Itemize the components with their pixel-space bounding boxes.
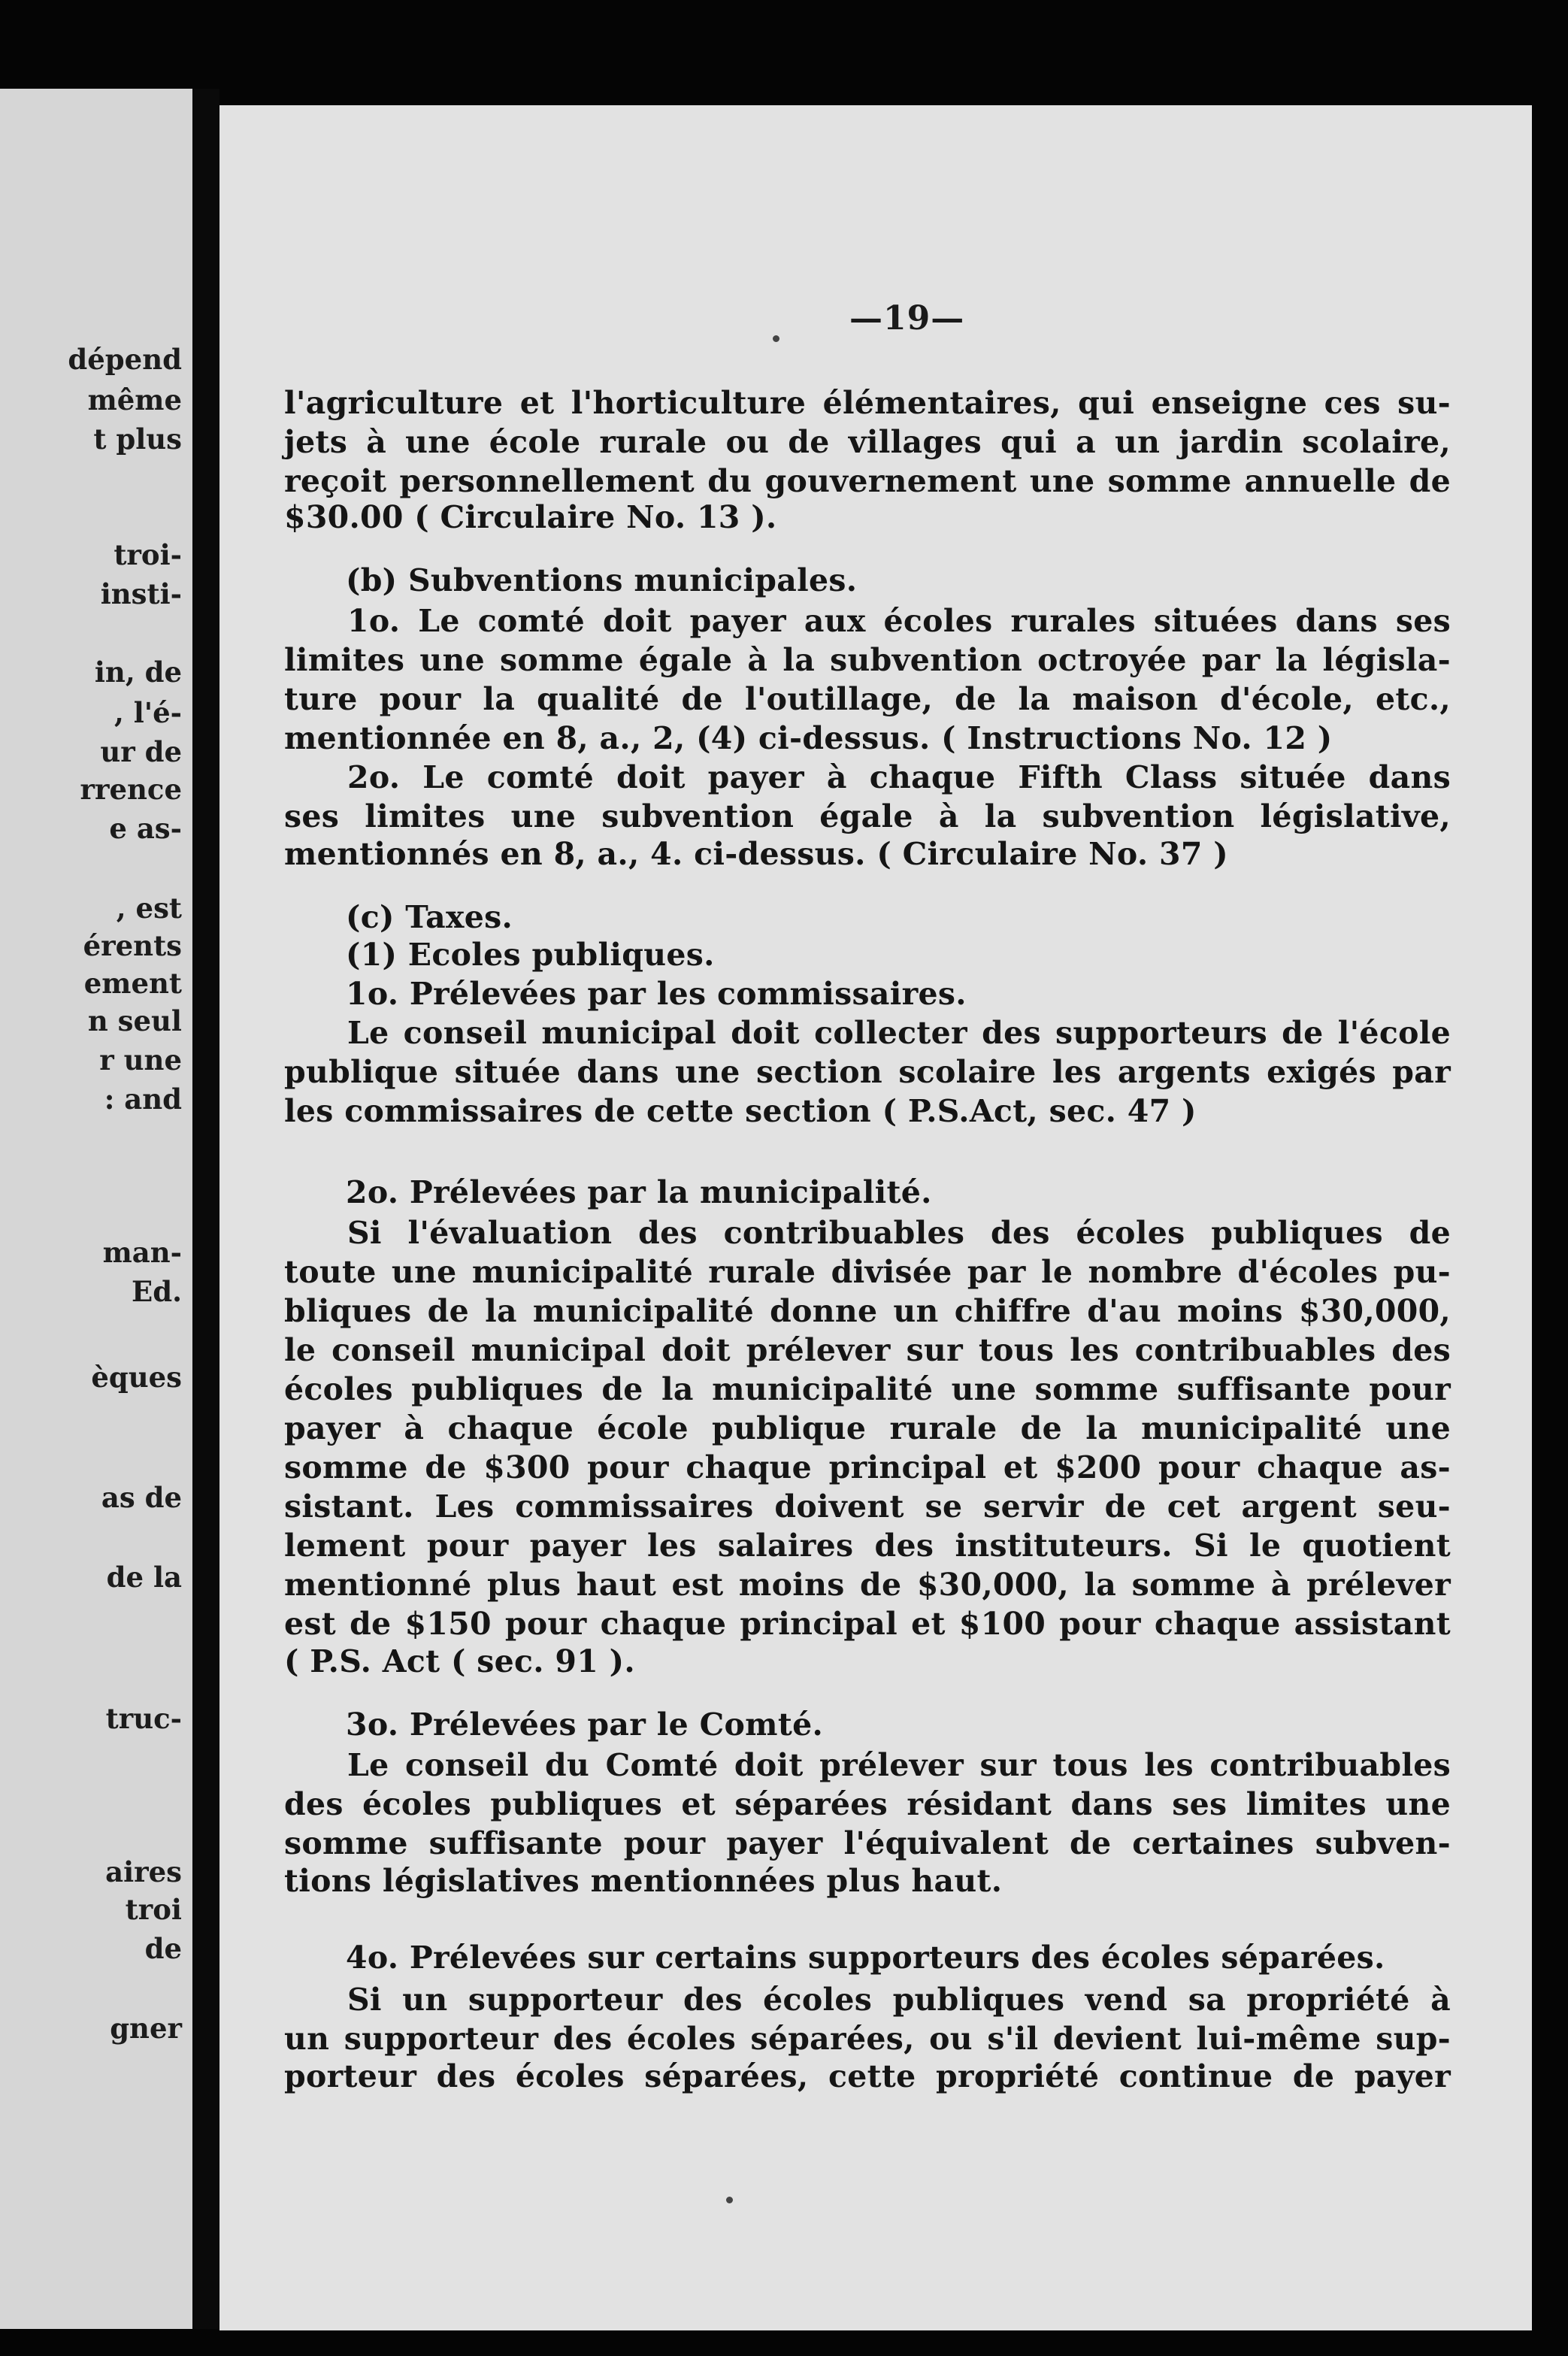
margin-fragment: n seul — [87, 1004, 182, 1037]
margin-fragment: troi — [125, 1893, 182, 1926]
text-line: mentionné plus haut est moins de $30,000, la somme à prélever — [284, 1567, 1451, 1603]
text-line: sistant. Les commissaires doivent se servir de cet argent seu- — [284, 1488, 1451, 1525]
text-line: porteur des écoles séparées, cette propriété continue de payer — [284, 2058, 1451, 2094]
subsection-heading: 1o. Prélevées par les commissaires. — [346, 976, 967, 1012]
margin-fragment: in, de — [94, 656, 182, 689]
section-heading: (1) Ecoles publiques. — [346, 937, 715, 973]
text-line: lement pour payer les salaires des instituteurs. Si le quotient — [284, 1528, 1451, 1564]
text-line: ture pour la qualité de l'outillage, de la maison d'école, etc., — [284, 681, 1451, 717]
text-line: tions législatives mentionnées plus haut. — [284, 1863, 1003, 1899]
margin-fragment: as de — [101, 1481, 182, 1514]
text-line: Si un supporteur des écoles publiques vend sa propriété à — [347, 1982, 1451, 2018]
text-line: des écoles publiques et séparées résidant dans ses limites une — [284, 1786, 1451, 1822]
text-line: 1o. Le comté doit payer aux écoles rurales situées dans ses — [347, 603, 1451, 639]
subsection-heading: 4o. Prélevées sur certains supporteurs des écoles séparées. — [346, 1940, 1385, 1976]
text-line: ses limites une subvention égale à la subvention législative, — [284, 798, 1451, 834]
margin-fragment: man- — [102, 1236, 182, 1269]
text-line: jets à une école rurale ou de villages qui a un jardin scolaire, — [284, 424, 1451, 460]
text-line: ( P.S. Act ( sec. 91 ). — [284, 1643, 635, 1679]
margin-fragment: èques — [91, 1361, 182, 1394]
text-line: somme suffisante pour payer l'équivalent de certaines subven- — [284, 1825, 1451, 1861]
ink-speck — [726, 2197, 733, 2203]
margin-fragment: dépend — [68, 343, 182, 376]
text-line: limites une somme égale à la subvention octroyée par la législa- — [284, 642, 1451, 678]
text-line: reçoit personnellement du gouvernement une somme annuelle de — [284, 463, 1451, 499]
margin-fragment: de — [144, 1932, 182, 1965]
margin-fragment: gner — [110, 2012, 182, 2045]
margin-fragment: , l'é- — [114, 696, 182, 729]
margin-fragment: troi- — [114, 538, 182, 571]
subsection-heading: 3o. Prélevées par le Comté. — [346, 1706, 824, 1743]
margin-fragment: , est — [116, 892, 182, 925]
text-line: $30.00 ( Circulaire No. 13 ). — [284, 499, 777, 535]
section-heading: (c) Taxes. — [346, 899, 513, 935]
text-line: toute une municipalité rurale divisée par le nombre d'écoles pu- — [284, 1254, 1451, 1290]
margin-fragment: même — [87, 383, 182, 416]
text-line: le conseil municipal doit prélever sur tous les contribuables des — [284, 1332, 1451, 1368]
margin-fragment: : and — [104, 1083, 182, 1116]
text-line: bliques de la municipalité donne un chiffre d'au moins $30,000, — [284, 1293, 1451, 1329]
subsection-heading: 2o. Prélevées par la municipalité. — [346, 1174, 932, 1210]
margin-fragment: Ed. — [132, 1275, 182, 1308]
page-number: —19— — [849, 299, 965, 338]
text-line: l'agriculture et l'horticulture élémentaires, qui enseigne ces su- — [284, 385, 1451, 421]
margin-fragment: insti- — [100, 577, 182, 610]
margin-fragment: t plus — [93, 422, 182, 456]
ink-speck — [773, 335, 779, 342]
margin-fragment: de la — [106, 1561, 182, 1594]
facing-page-fragment — [0, 89, 192, 2329]
text-line: mentionnés en 8, a., 4. ci-dessus. ( Circulaire No. 37 ) — [284, 836, 1228, 872]
text-line: écoles publiques de la municipalité une somme suffisante pour — [284, 1371, 1451, 1407]
section-heading: (b) Subventions municipales. — [346, 562, 858, 598]
margin-fragment: érents — [83, 929, 182, 962]
margin-fragment: e as- — [109, 812, 182, 845]
text-line: payer à chaque école publique rurale de la municipalité une — [284, 1410, 1451, 1446]
text-line: Si l'évaluation des contribuables des écoles publiques de — [347, 1215, 1451, 1251]
margin-fragment: r une — [99, 1043, 182, 1077]
margin-fragment: ement — [83, 967, 182, 1000]
text-line: publique située dans une section scolaire les argents exigés par — [284, 1054, 1451, 1090]
text-line: Le conseil du Comté doit prélever sur tous les contribuables — [347, 1747, 1451, 1783]
margin-fragment: rrence — [80, 773, 182, 806]
text-line: 2o. Le comté doit payer à chaque Fifth Class située dans — [347, 759, 1451, 795]
margin-fragment: aires — [105, 1855, 182, 1888]
page-gutter — [192, 89, 219, 2329]
margin-fragment: truc- — [105, 1702, 182, 1735]
text-line: Le conseil municipal doit collecter des supporteurs de l'école — [347, 1015, 1451, 1051]
text-line: est de $150 pour chaque principal et $100 pour chaque assistant — [284, 1606, 1451, 1642]
text-line: un supporteur des écoles séparées, ou s'il devient lui-même sup- — [284, 2021, 1451, 2057]
text-line: les commissaires de cette section ( P.S.Act, sec. 47 ) — [284, 1093, 1197, 1129]
text-line: somme de $300 pour chaque principal et $200 pour chaque as- — [284, 1449, 1451, 1485]
margin-fragment: ur de — [100, 735, 182, 768]
text-line: mentionnée en 8, a., 2, (4) ci-dessus. ( Instructions No. 12 ) — [284, 720, 1333, 756]
